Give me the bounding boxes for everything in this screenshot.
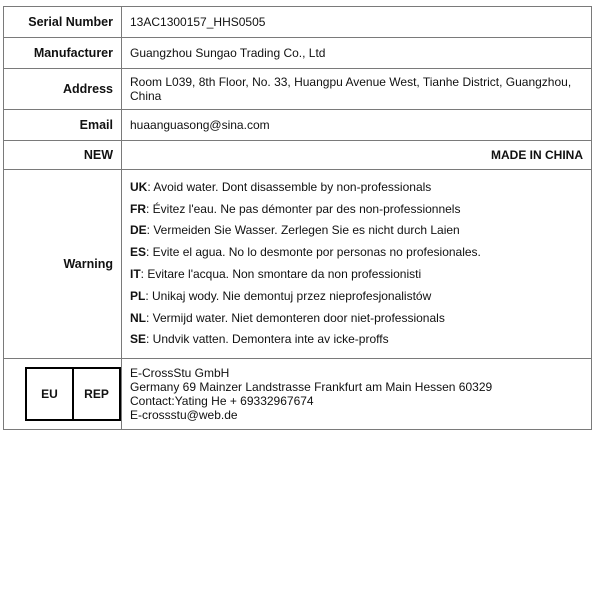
manufacturer-value: Guangzhou Sungao Trading Co., Ltd [122,38,592,69]
eu-badge-text: EU [41,387,58,401]
serial-row [4,7,592,38]
lang-code: IT [130,267,141,281]
warning-text: : Vermijd water. Niet demonteren door niet-professionals [146,310,445,325]
warning-line-de [130,220,583,242]
eu-rep-details [122,359,592,430]
address-value: Room L039, 8th Floor, No. 33, Huangpu Avenue West, Tianhe District, Guangzhou, China [122,69,592,110]
warning-list [122,170,592,359]
warning-text: : Unikaj wody. Nie demontuj przez nieprofesjonalistów [145,288,432,303]
warning-text: : Évitez l'eau. Ne pas démonter par des non-professionnels [146,201,461,216]
warning-text: : Undvik vatten. Demontera inte av icke-proffs [146,332,389,347]
serial-value: 13AC1300157_HHS0505 [122,7,592,38]
warning-text: : Evite el agua. No lo desmonte por personas no profesionales. [146,245,481,260]
email-row [4,110,592,141]
lang-code: FR [130,201,146,216]
warning-text: : Avoid water. Dont disassemble by non-professionals [147,179,432,194]
origin-row [4,141,592,170]
warning-line-pl [130,286,583,308]
warning-line-fr [130,199,583,221]
lang-code: NL [130,310,146,325]
manufacturer-label: Manufacturer [4,38,122,69]
warning-line-it [130,264,583,286]
warning-row [4,170,592,359]
new-label: NEW [4,141,122,170]
eu-rep-row [4,359,592,430]
eu-rep-company: E-CrossStu GmbH [130,366,230,380]
warning-text: : Vermeiden Sie Wasser. Zerlegen Sie es nicht durch Laien [146,223,460,238]
lang-code: DE [130,223,147,238]
product-label-table [3,6,592,430]
address-row [4,69,592,110]
eu-rep-address: Germany 69 Mainzer Landstrasse Frankfurt am Main Hessen 60329 [130,380,493,394]
lang-code: ES [130,245,147,260]
warning-line-se [130,329,583,351]
address-label: Address [4,69,122,110]
warning-text: : Evitare l'acqua. Non smontare da non professionisti [140,267,422,281]
lang-code: UK [130,179,148,194]
warning-line-uk [130,177,583,199]
warning-line-nl [130,308,583,330]
serial-label: Serial Number [4,7,122,38]
lang-code: SE [130,332,147,347]
warning-label: Warning [4,170,122,359]
made-in-value: MADE IN CHINA [122,141,592,170]
rep-badge-text: REP [72,369,119,419]
eu-rep-email: E-crossstu@web.de [130,408,238,422]
email-value: huaanguasong@sina.com [122,110,592,141]
lang-code: PL [130,288,146,303]
eu-rep-badge [25,367,121,421]
warning-line-es [130,242,583,264]
eu-rep-contact: Contact:Yating He + 69332967674 [130,394,314,408]
manufacturer-row [4,38,592,69]
email-label: Email [4,110,122,141]
eu-rep-badge-cell [4,359,122,430]
